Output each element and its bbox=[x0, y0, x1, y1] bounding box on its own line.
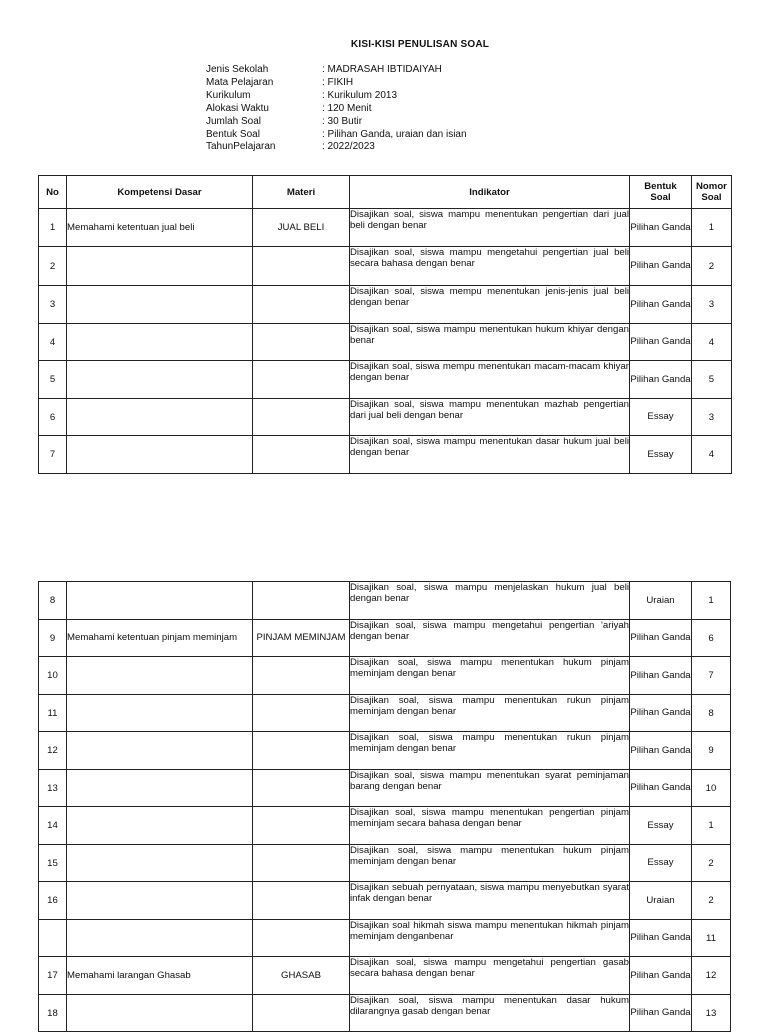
table-row bbox=[39, 436, 732, 474]
table-header-row bbox=[39, 176, 732, 209]
cell-nomor-soal: 8 bbox=[692, 695, 731, 732]
cell-kompetensi-dasar bbox=[67, 286, 253, 324]
cell-kompetensi-dasar bbox=[67, 399, 253, 436]
cell-no: 13 bbox=[39, 770, 67, 807]
cell-no: 7 bbox=[39, 436, 67, 474]
info-row bbox=[206, 141, 467, 154]
cell-kompetensi-dasar bbox=[67, 436, 253, 474]
kisi-kisi-table-continued bbox=[38, 581, 731, 1032]
table-row bbox=[39, 620, 731, 657]
cell-materi bbox=[253, 770, 350, 807]
cell-materi bbox=[253, 657, 350, 695]
info-row bbox=[206, 90, 467, 103]
cell-kompetensi-dasar bbox=[67, 582, 253, 620]
info-row bbox=[206, 77, 467, 90]
table-row bbox=[39, 770, 731, 807]
cell-indikator: Disajikan soal, siswa mampu menentukan hukum pinjam meminjam dengan benar bbox=[350, 657, 630, 695]
cell-bentuk-soal: Essay bbox=[630, 807, 692, 845]
info-value: : MADRASAH IBTIDAIYAH bbox=[322, 64, 442, 75]
cell-indikator: Disajikan soal hikmah siswa mampu menentukan hikmah pinjam meminjam denganbenar bbox=[350, 920, 630, 957]
cell-no: 8 bbox=[39, 582, 67, 620]
cell-bentuk-soal: Essay bbox=[630, 845, 692, 882]
cell-materi bbox=[253, 436, 350, 474]
table-row bbox=[39, 247, 732, 286]
cell-indikator: Disajikan soal, siswa mampu mengetahui pengertian 'ariyah dengan benar bbox=[350, 620, 630, 657]
cell-materi: PINJAM MEMINJAM bbox=[253, 620, 350, 657]
info-row bbox=[206, 103, 467, 116]
cell-no: 15 bbox=[39, 845, 67, 882]
table-row bbox=[39, 657, 731, 695]
info-value: : Kurikulum 2013 bbox=[322, 89, 398, 101]
info-value: : 30 Butir bbox=[322, 115, 363, 127]
cell-indikator: Disajikan soal, siswa mampu mengetahui pengertian jual beli secara bahasa dengan benar bbox=[350, 247, 630, 286]
cell-materi bbox=[253, 286, 350, 324]
cell-indikator: Disajikan soal, siswa mampu menentukan hukum khiyar dengan benar bbox=[350, 324, 630, 361]
cell-bentuk-soal: Uraian bbox=[630, 882, 692, 920]
cell-indikator: Disajikan soal, siswa mampu menjelaskan hukum jual beli dengan benar bbox=[350, 582, 630, 620]
cell-nomor-soal: 11 bbox=[692, 920, 731, 957]
header-no: No bbox=[39, 176, 67, 209]
cell-bentuk-soal: Pilihan Ganda bbox=[630, 770, 692, 807]
info-label: TahunPelajaran bbox=[206, 141, 276, 153]
cell-indikator: Disajikan soal, siswa mampu mengetahui pengertian gasab secara bahasa dengan benar bbox=[350, 957, 630, 995]
info-row bbox=[206, 116, 467, 129]
cell-materi bbox=[253, 845, 350, 882]
cell-nomor-soal: 13 bbox=[692, 995, 731, 1032]
cell-materi bbox=[253, 695, 350, 732]
cell-indikator: Disajikan soal, siswa mampu menentukan mazhab pengertian dari jual beli dengan benar bbox=[350, 399, 630, 436]
cell-kompetensi-dasar: Memahami larangan Ghasab bbox=[67, 957, 253, 995]
table-row bbox=[39, 399, 732, 436]
cell-materi: GHASAB bbox=[253, 957, 350, 995]
info-label: Alokasi Waktu bbox=[206, 102, 269, 114]
info-value: : 2022/2023 bbox=[322, 141, 375, 153]
cell-nomor-soal: 2 bbox=[692, 882, 731, 920]
cell-bentuk-soal: Pilihan Ganda bbox=[630, 695, 692, 732]
cell-kompetensi-dasar bbox=[67, 247, 253, 286]
table-row bbox=[39, 957, 731, 995]
info-label: Mata Pelajaran bbox=[206, 76, 274, 88]
header-nomor-soal: Nomor Soal bbox=[692, 176, 732, 209]
cell-indikator: Disajikan soal, siswa mempu menentukan macam-macam khiyar dengan benar bbox=[350, 361, 630, 399]
cell-bentuk-soal: Pilihan Ganda bbox=[630, 657, 692, 695]
cell-nomor-soal: 10 bbox=[692, 770, 731, 807]
cell-indikator: Disajikan soal, siswa mampu menentukan rukun pinjam meminjam dengan benar bbox=[350, 695, 630, 732]
cell-bentuk-soal: Pilihan Ganda bbox=[630, 324, 692, 361]
info-row bbox=[206, 64, 467, 77]
cell-bentuk-soal: Pilihan Ganda bbox=[630, 361, 692, 399]
cell-indikator: Disajikan soal, siswa mampu menentukan pengertian dari jual beli dengan benar bbox=[350, 209, 630, 247]
cell-kompetensi-dasar bbox=[67, 770, 253, 807]
cell-no: 4 bbox=[39, 324, 67, 361]
cell-nomor-soal: 9 bbox=[692, 732, 731, 770]
cell-nomor-soal: 2 bbox=[692, 247, 732, 286]
cell-indikator: Disajikan soal, siswa mampu menentukan syarat peminjaman barang dengan benar bbox=[350, 770, 630, 807]
table-row bbox=[39, 286, 732, 324]
table-row bbox=[39, 209, 732, 247]
cell-indikator: Disajikan soal, siswa mampu menentukan dasar hukum jual beli dengan benar bbox=[350, 436, 630, 474]
cell-materi bbox=[253, 361, 350, 399]
cell-kompetensi-dasar bbox=[67, 995, 253, 1032]
cell-no: 17 bbox=[39, 957, 67, 995]
cell-nomor-soal: 6 bbox=[692, 620, 731, 657]
table-row bbox=[39, 882, 731, 920]
header-bentuk-soal: Bentuk Soal bbox=[630, 176, 692, 209]
cell-kompetensi-dasar: Memahami ketentuan jual beli bbox=[67, 209, 253, 247]
cell-no: 18 bbox=[39, 995, 67, 1032]
header-indikator: Indikator bbox=[350, 176, 630, 209]
cell-materi bbox=[253, 247, 350, 286]
cell-no: 3 bbox=[39, 286, 67, 324]
info-value: : FIKIH bbox=[322, 76, 354, 88]
cell-materi bbox=[253, 920, 350, 957]
cell-bentuk-soal: Essay bbox=[630, 436, 692, 474]
cell-no: 5 bbox=[39, 361, 67, 399]
cell-materi bbox=[253, 582, 350, 620]
table-row bbox=[39, 361, 732, 399]
cell-kompetensi-dasar bbox=[67, 695, 253, 732]
table-row bbox=[39, 695, 731, 732]
info-label: Bentuk Soal bbox=[206, 128, 260, 140]
header-kompetensi-dasar: Kompetensi Dasar bbox=[67, 176, 253, 209]
cell-no: 9 bbox=[39, 620, 67, 657]
cell-nomor-soal: 1 bbox=[692, 209, 732, 247]
cell-kompetensi-dasar bbox=[67, 882, 253, 920]
cell-nomor-soal: 4 bbox=[692, 436, 732, 474]
cell-nomor-soal: 4 bbox=[692, 324, 732, 361]
cell-materi bbox=[253, 882, 350, 920]
cell-materi: JUAL BELI bbox=[253, 209, 350, 247]
cell-nomor-soal: 12 bbox=[692, 957, 731, 995]
table-row bbox=[39, 732, 731, 770]
table-row bbox=[39, 582, 731, 620]
cell-bentuk-soal: Essay bbox=[630, 399, 692, 436]
cell-bentuk-soal: Pilihan Ganda bbox=[630, 920, 692, 957]
info-value: : Pilihan Ganda, uraian dan isian bbox=[322, 128, 467, 140]
cell-kompetensi-dasar bbox=[67, 361, 253, 399]
cell-bentuk-soal: Uraian bbox=[630, 582, 692, 620]
cell-bentuk-soal: Pilihan Ganda bbox=[630, 957, 692, 995]
cell-no: 10 bbox=[39, 657, 67, 695]
table-row bbox=[39, 920, 731, 957]
cell-bentuk-soal: Pilihan Ganda bbox=[630, 732, 692, 770]
cell-bentuk-soal: Pilihan Ganda bbox=[630, 209, 692, 247]
cell-kompetensi-dasar bbox=[67, 620, 253, 657]
cell-no: 1 bbox=[39, 209, 67, 247]
cell-no: 12 bbox=[39, 732, 67, 770]
cell-materi bbox=[253, 995, 350, 1032]
cell-nomor-soal: 5 bbox=[692, 361, 732, 399]
cell-bentuk-soal: Pilihan Ganda bbox=[630, 995, 692, 1032]
table-row bbox=[39, 845, 731, 882]
cell-no: 6 bbox=[39, 399, 67, 436]
table-row bbox=[39, 324, 732, 361]
cell-kompetensi-dasar bbox=[67, 732, 253, 770]
cell-nomor-soal: 3 bbox=[692, 286, 732, 324]
cell-materi bbox=[253, 732, 350, 770]
cell-no: 16 bbox=[39, 882, 67, 920]
cell-kompetensi-dasar bbox=[67, 657, 253, 695]
cell-indikator: Disajikan soal, siswa mampu menentukan hukum pinjam meminjam dengan benar bbox=[350, 845, 630, 882]
cell-materi bbox=[253, 399, 350, 436]
cell-no: 11 bbox=[39, 695, 67, 732]
cell-bentuk-soal: Pilihan Ganda bbox=[630, 247, 692, 286]
cell-materi bbox=[253, 324, 350, 361]
document-title: KISI-KISI PENULISAN SOAL bbox=[350, 39, 490, 50]
cell-kompetensi-dasar bbox=[67, 324, 253, 361]
cell-indikator: Disajikan soal, siswa mampu menentukan pengertian pinjam meminjam secara bahasa dengan benar bbox=[350, 807, 630, 845]
cell-no: 14 bbox=[39, 807, 67, 845]
kisi-kisi-table bbox=[38, 175, 732, 474]
info-label: Kurikulum bbox=[206, 89, 251, 101]
info-value: : 120 Menit bbox=[322, 102, 372, 114]
cell-nomor-soal: 1 bbox=[692, 582, 731, 620]
info-block bbox=[206, 64, 467, 154]
cell-kompetensi-dasar bbox=[67, 807, 253, 845]
table-row bbox=[39, 995, 731, 1032]
cell-nomor-soal: 2 bbox=[692, 845, 731, 882]
cell-indikator: Disajikan sebuah pernyataan, siswa mampu menyebutkan syarat infak dengan benar bbox=[350, 882, 630, 920]
cell-kompetensi-dasar bbox=[67, 920, 253, 957]
info-label: Jumlah Soal bbox=[206, 115, 262, 127]
info-label: Jenis Sekolah bbox=[206, 64, 269, 75]
cell-materi bbox=[253, 807, 350, 845]
header-materi: Materi bbox=[253, 176, 350, 209]
cell-no bbox=[39, 920, 67, 957]
table-row bbox=[39, 807, 731, 845]
cell-nomor-soal: 7 bbox=[692, 657, 731, 695]
info-row bbox=[206, 129, 467, 142]
cell-bentuk-soal: Pilihan Ganda bbox=[630, 620, 692, 657]
kompetensi-text: Memahami ketentuan pinjam meminjam bbox=[67, 632, 238, 644]
cell-indikator: Disajikan soal, siswa mempu menentukan jenis-jenis jual beli dengan benar bbox=[350, 286, 630, 324]
cell-kompetensi-dasar bbox=[67, 845, 253, 882]
cell-nomor-soal: 1 bbox=[692, 807, 731, 845]
cell-indikator: Disajikan soal, siswa mampu menentukan dasar hukum dilarangnya gasab dengan benar bbox=[350, 995, 630, 1032]
cell-no: 2 bbox=[39, 247, 67, 286]
cell-indikator: Disajikan soal, siswa mampu menentukan rukun pinjam meminjam dengan benar bbox=[350, 732, 630, 770]
cell-nomor-soal: 3 bbox=[692, 399, 732, 436]
cell-bentuk-soal: Pilihan Ganda bbox=[630, 286, 692, 324]
